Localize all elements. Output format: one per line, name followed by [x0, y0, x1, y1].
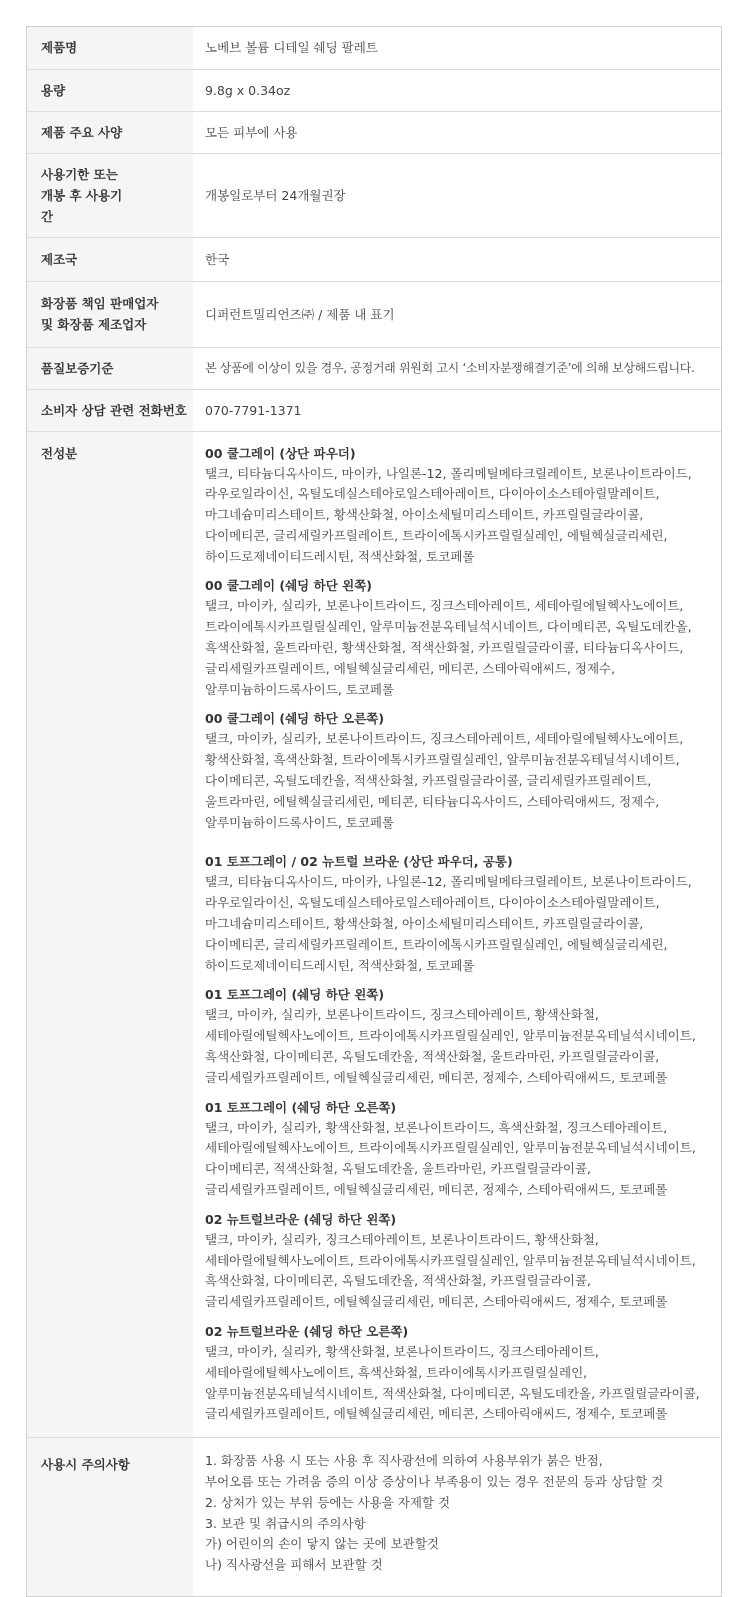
ingredient-group-text: 탤크, 마이카, 실리카, 황색산화철, 보론나이트라이드, 흑색산화철, 징크스테아레이트, 세테아릴에틸헥사노에이트, 트라이에톡시카프릴릴실레인, 알루미늄전분옥테닐석시네이트, 다이메티콘, 적색산화철, 옥틸도데칸올, 울트라마린, 카프릴릴글라이콜, 글리세릴카프릴레이트, 에틸헥실글리세린, 메티콘, 정제수, 스테아릭애씨드, 토코페롤 — [205, 1119, 696, 1198]
ingredient-group-title: 01 토프그레이 (쉐딩 하단 왼쪽) — [205, 987, 385, 1003]
ingredient-group-text: 탤크, 마이카, 실리카, 황색산화철, 보론나이트라이드, 징크스테아레이트, 세테아릴에틸헥사노에이트, 흑색산화철, 트라이에톡시카프릴릴실레인, 알루미늄전분옥테닐석시네이트, 적색산화철, 다이메티콘, 옥틸도데칸올, 카프릴릴글라이콜, 글리세릴카프릴레이트, 에틸헥실글리세린, 메티콘, 스테아릭애씨드, 정제수, 토코페롤 — [205, 1344, 700, 1422]
ingredient-group — [205, 575, 711, 700]
ingredient-group — [205, 1209, 711, 1313]
ingredient-group-title: 02 뉴트럴브라운 (쉐딩 하단 왼쪽) — [205, 1211, 397, 1227]
ingredient-group-title: 01 토프그레이 (쉐딩 하단 오른쪽) — [205, 1099, 397, 1115]
caution-line: 1. 화장품 사용 시 또는 사용 후 직사광선에 의하여 사용부위가 붉은 반점, — [205, 1453, 603, 1469]
row-value: 모든 피부에 사용 — [193, 111, 721, 153]
ingredient-group-text: 탤크, 마이카, 실리카, 보론나이트라이드, 징크스테아레이트, 세테아릴에틸헥사노에이트, 황색산화철, 흑색산화철, 트라이에톡시카프릴릴실레인, 알루미늄전분옥테닐석시네이트, 다이메티콘, 옥틸도데칸올, 적색산화철, 카프릴릴글라이콜, 글리세릴카프릴레이트, 울트라마린, 에틸헥실글리세린, 메티콘, 티타늄디옥사이드, 스테아릭애씨드, 정제수, 알루미늄하이드록사이드, 토코페롤 — [205, 731, 684, 830]
ingredient-group-text: 탤크, 마이카, 실리카, 보론나이트라이드, 징크스테아레이트, 황색산화철, 세테아릴에틸헥사노에이트, 트라이에톡시카프릴릴실레인, 알루미늄전분옥테닐석시네이트, 흑색산화철, 다이메티콘, 옥틸도데칸올, 적색산화철, 울트라마린, 카프릴릴글라이콜, 글리세릴카프릴레이트, 에틸헥실글리세린, 메티콘, 정제수, 스테아릭애씨드, 토코페롤 — [205, 1007, 696, 1085]
ingredient-group — [205, 1097, 711, 1201]
ingredient-group-title: 00 쿨그레이 (쉐딩 하단 왼쪽) — [205, 578, 372, 594]
ingredient-group-text: 탤크, 마이카, 실리카, 징크스테아레이트, 보론나이트라이드, 황색산화철, 세테아릴에틸헥사노에이트, 트라이에톡시카프릴릴실레인, 알루미늄전분옥테닐석시네이트, 흑색산화철, 다이메티콘, 옥틸도데칸올, 적색산화철, 카프릴릴글라이콜, 글리세릴카프릴레이트, 에틸헥실글리세린, 메티콘, 스테아릭애씨드, 정제수, 토코페롤 — [205, 1231, 696, 1310]
row-label: 소비자 상담 관련 전화번호 — [27, 389, 193, 431]
ingredient-group-title: 00 쿨그레이 (상단 파우더) — [205, 445, 356, 461]
caution-line: 2. 상처가 있는 부위 등에는 사용을 자제할 것 — [205, 1494, 451, 1510]
caution-line: 가) 어린이의 손이 닿지 않는 곳에 보관할것 — [205, 1536, 439, 1552]
row-value: 9.8g x 0.34oz — [193, 69, 721, 111]
ingredient-group-title: 02 뉴트럴브라운 (쉐딩 하단 오른쪽) — [205, 1324, 409, 1339]
caution-line: 3. 보관 및 취급시의 주의사항 — [205, 1515, 366, 1531]
caution-line: 부어오름 또는 가려움 증의 이상 증상이나 부족용이 있는 경우 전문의 등과 상담할 것 — [205, 1473, 664, 1489]
ingredient-group-title: 00 쿨그레이 (쉐딩 하단 오른쪽) — [205, 711, 385, 727]
product-info-table — [26, 26, 722, 1597]
row-label: 제조국 — [27, 237, 193, 281]
row-value: 노베브 볼륨 디테일 쉐딩 팔레트 — [205, 40, 378, 56]
caution-line: 나) 직사광선을 피해서 보관할 것 — [205, 1557, 383, 1573]
table-row — [27, 389, 721, 431]
table-row — [27, 153, 721, 237]
table-row-ingredients — [27, 431, 721, 1438]
table-row — [27, 281, 721, 347]
ingredients-list — [193, 431, 721, 1438]
ingredient-group — [205, 851, 711, 976]
ingredient-group — [205, 708, 711, 833]
ingredient-group-text: 탤크, 티타늄디옥사이드, 마이카, 나일론-12, 폴리메틸메타크릴레이트, 보론나이트라이드, 라우로일라이신, 옥틸도데실스테아로일스테아레이트, 다이아이소스테아릴말레이트, 마그네슘미리스테이트, 황색산화철, 아이소세틸미리스테이트, 카프릴릴글라이콜, 다이메티콘, 글리세릴카프릴레이트, 트라이에톡시카프릴릴실레인, 에틸헥실글리세린, 하이드로제네이티드레시틴, 적색산화철, 토코페롤 — [205, 874, 692, 973]
row-label: 사용시 주의사항 — [27, 1438, 193, 1596]
row-value: 070-7791-1371 — [193, 389, 721, 431]
ingredient-group — [205, 1321, 711, 1425]
table-row — [27, 347, 721, 389]
ingredient-group — [205, 984, 711, 1088]
row-value: 본 상품에 이상이 있을 경우, 공정거래 위원회 고시 ‘소비자분쟁해결기준’에 의해 보상해드립니다. — [193, 347, 721, 389]
ingredient-group — [205, 443, 711, 568]
table-row — [27, 237, 721, 281]
row-label: 화장품 책임 판매업자 및 화장품 제조업자 — [27, 281, 193, 347]
table-row-cautions — [27, 1438, 721, 1596]
row-value: 디퍼런트밀리언즈㈜ / 제품 내 표기 — [193, 281, 721, 347]
row-label: 사용기한 또는 개봉 후 사용기간 — [27, 153, 193, 237]
ingredient-group-text: 탤크, 마이카, 실리카, 보론나이트라이드, 징크스테아레이트, 세테아릴에틸헥사노에이트, 트라이에톡시카프릴릴실레인, 알루미늄전분옥테닐석시네이트, 다이메티콘, 옥틸도데칸올, 흑색산화철, 울트라마린, 황색산화철, 적색산화철, 카프릴릴글라이콜, 티타늄디옥사이드, 글리세릴카프릴레이트, 에틸헥실글리세린, 메티콘, 스테아릭애씨드, 정제수, 알루미늄하이드록사이드, 토코페롤 — [205, 598, 692, 697]
row-value: 개봉일로부터 24개월권장 — [193, 153, 721, 237]
row-label: 품질보증기준 — [27, 347, 193, 389]
table-row — [27, 111, 721, 153]
table-row — [27, 27, 721, 69]
table-row — [27, 69, 721, 111]
cautions-list — [193, 1438, 721, 1596]
ingredient-group-title: 01 토프그레이 / 02 뉴트럴 브라운 (상단 파우더, 공통) — [205, 854, 513, 870]
row-label: 용량 — [27, 69, 193, 111]
row-value: 한국 — [193, 237, 721, 281]
ingredient-group-text: 탤크, 티타늄디옥사이드, 마이카, 나일론-12, 폴리메틸메타크릴레이트, 보론나이트라이드, 라우로일라이신, 옥틸도데실스테아로일스테아레이트, 다이아이소스테아릴말레이트, 마그네슘미리스테이트, 황색산화철, 아이소세틸미리스테이트, 카프릴릴글라이콜, 다이메티콘, 글리세릴카프릴레이트, 트라이에톡시카프릴릴실레인, 에틸헥실글리세린, 하이드로제네이티드레시틴, 적색산화철, 토코페롤 — [205, 465, 692, 564]
row-label: 제품 주요 사양 — [27, 111, 193, 153]
row-label: 제품명 — [27, 27, 193, 69]
row-label: 전성분 — [27, 431, 193, 1438]
